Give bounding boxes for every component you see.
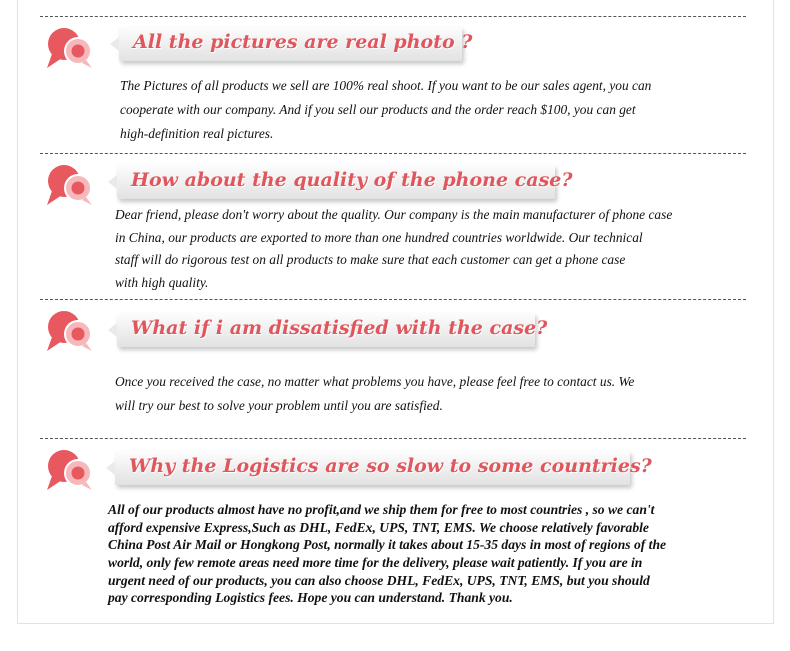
- section-divider: [40, 438, 746, 439]
- section-divider: [40, 299, 746, 300]
- speech-bubble-icon: [44, 309, 96, 355]
- section-body: [115, 370, 634, 418]
- section-title-banner: [119, 27, 473, 61]
- section-divider: [40, 153, 746, 154]
- section-title-banner: [115, 451, 652, 485]
- body-line: cooperate with our company. And if you sell our products and the order reach $100, you can get: [120, 102, 636, 117]
- section-body: [108, 501, 666, 607]
- body-line: afford expensive Express,Such as DHL, FedEx, UPS, TNT, EMS. We choose relatively favorable: [108, 519, 649, 535]
- body-line: China Post Air Mail or Hongkong Post, normally it takes about 15-35 days in most of regions of the: [108, 537, 667, 553]
- body-line: All of our products almost have no profit,and we ship them for free to most countries , so we can't: [108, 502, 655, 517]
- body-line: with high quality.: [115, 274, 209, 290]
- body-line: Dear friend, please don't worry about the quality. Our company is the main manufacturer of phone case: [115, 207, 673, 222]
- section-title-banner: [117, 165, 573, 199]
- body-line: staff will do rigorous test on all products to make sure that each customer can get a phone case: [115, 252, 626, 267]
- body-line: high-definition real pictures.: [120, 126, 274, 141]
- section-divider: [40, 16, 746, 17]
- speech-bubble-icon: [44, 163, 96, 209]
- body-line: in China, our products are exported to more than one hundred countries worldwide. Our technical: [115, 229, 643, 245]
- body-line: pay corresponding Logistics fees. Hope you can understand. Thank you.: [108, 590, 513, 606]
- body-line: urgent need of our products, you can also choose DHL, FedEx, UPS, TNT, EMS, but you should: [108, 572, 650, 588]
- body-line: will try our best to solve your problem until you are satisfied.: [115, 398, 443, 413]
- section-body: [115, 204, 672, 294]
- body-line: world, only few remote areas need more time for the delivery, please wait patiently. If you are in: [108, 555, 643, 571]
- section-title: How about the quality of the phone case?: [131, 169, 573, 191]
- section-body: [120, 74, 651, 146]
- section-title: All the pictures are real photo ?: [133, 31, 473, 53]
- speech-bubble-icon: [44, 448, 96, 494]
- section-title-banner: [117, 313, 548, 347]
- body-line: The Pictures of all products we sell are 100% real shoot. If you want to be our sales agent, you can: [120, 78, 652, 93]
- speech-bubble-icon: [44, 26, 96, 72]
- body-line: Once you received the case, no matter what problems you have, please feel free to contact us. We: [115, 374, 635, 389]
- section-title: Why the Logistics are so slow to some countries?: [129, 455, 652, 477]
- section-title: What if i am dissatisfied with the case?: [131, 317, 548, 339]
